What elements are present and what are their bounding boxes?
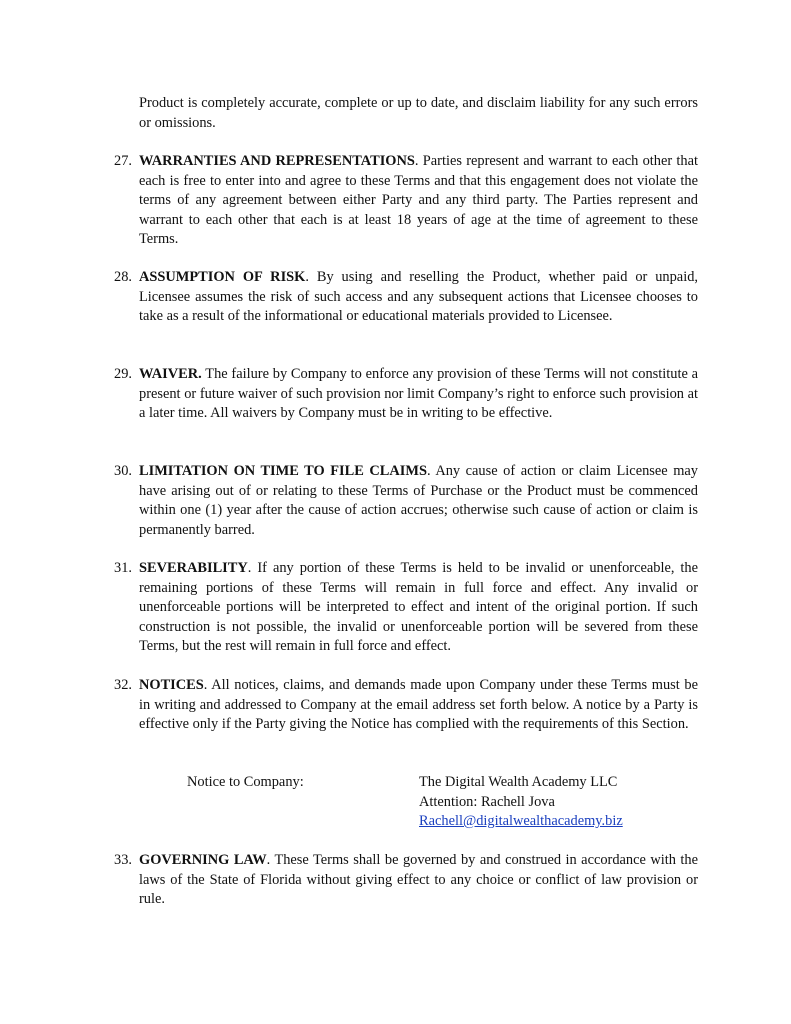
- continuation-paragraph: [139, 94, 698, 133]
- notice-email-link[interactable]: Rachell@digitalwealthacademy.biz: [419, 813, 623, 829]
- section-heading: WAIVER.: [139, 366, 202, 382]
- section-31: [114, 559, 698, 657]
- notice-address-block: [0, 773, 791, 833]
- section-number: 33.: [114, 852, 132, 868]
- section-27: [114, 152, 699, 250]
- continuation-text: Product is completely accurate, complete or up to date, and disclaim liability for any such errors or omissions.: [139, 95, 698, 131]
- section-number: 32.: [114, 677, 132, 693]
- section-28: [114, 268, 698, 327]
- section-number: 27.: [114, 153, 132, 169]
- section-heading: GOVERNING LAW: [139, 852, 267, 868]
- section-heading: ASSUMPTION OF RISK: [139, 269, 306, 285]
- section-body: . These Terms shall be governed by and construed in accordance with the laws of the State of Florida without giving effect to any choice or conflict of law provision or rule.: [139, 852, 699, 907]
- section-heading: NOTICES: [139, 677, 204, 693]
- notice-label: Notice to Company:: [187, 774, 304, 790]
- section-heading: LIMITATION ON TIME TO FILE CLAIMS: [139, 463, 427, 479]
- section-body: . If any portion of these Terms is held to be invalid or unenforceable, the remaining portions of these Terms will remain in full force and effect. Any invalid or unenforceable portions will be interpreted to effect and intent of the original portion. If such construction is not possible, the invalid or unenforceable portion will be severed from these Terms, but the rest will remain in full force and effect.: [139, 560, 698, 654]
- notice-company: The Digital Wealth Academy LLC: [419, 774, 618, 790]
- section-number: 28.: [114, 269, 132, 285]
- section-body: . Parties represent and warrant to each other that each is free to enter into and agree to these Terms and that this engagement does not violate the terms of any agreement between either Party and any third party. The Parties represent and warrant to each other that each is at least 18 years of age at the time of agreement to these Terms.: [139, 153, 699, 247]
- section-heading: SEVERABILITY: [139, 560, 248, 576]
- section-number: 29.: [114, 366, 132, 382]
- section-body: . All notices, claims, and demands made upon Company under these Terms must be in writing and addressed to Company at the email address set forth below. A notice by a Party is effective only if the Party giving the Notice has complied with the requirements of this Section.: [139, 677, 698, 732]
- section-number: 31.: [114, 560, 132, 576]
- section-32: [114, 676, 698, 735]
- section-heading: WARRANTIES AND REPRESENTATIONS: [139, 153, 415, 169]
- notice-address: [419, 773, 623, 832]
- section-33: [114, 851, 699, 910]
- section-number: 30.: [114, 463, 132, 479]
- section-body: . By using and reselling the Product, whether paid or unpaid, Licensee assumes the risk of such access and any subsequent actions that Licensee chooses to take as a result of the informational or educational materials provided to Licensee.: [139, 269, 698, 324]
- section-body: The failure by Company to enforce any provision of these Terms will not constitute a present or future waiver of such provision nor limit Company’s right to enforce such provision at a later time. All waivers by Company must be in writing to be effective.: [139, 366, 698, 421]
- section-body: . Any cause of action or claim Licensee may have arising out of or relating to these Terms of Purchase or the Product must be commenced within one (1) year after the cause of action accrues; otherwise such cause of action or claim is permanently barred.: [139, 463, 698, 538]
- section-29: [114, 365, 698, 424]
- section-30: [114, 462, 698, 540]
- notice-attention: Attention: Rachell Jova: [419, 793, 555, 810]
